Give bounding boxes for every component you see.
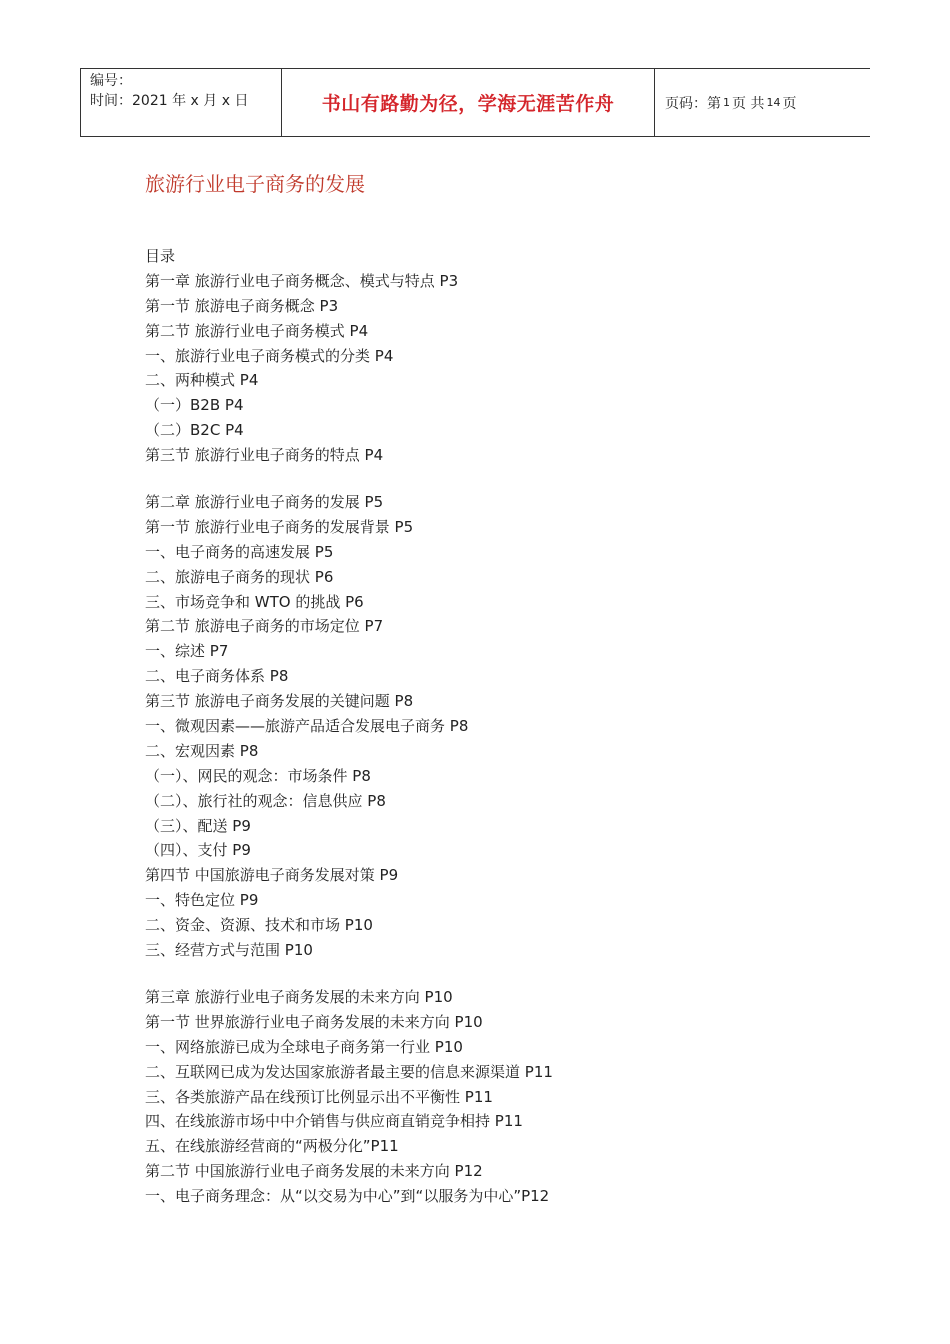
toc-line: （一）B2B P4 bbox=[145, 396, 244, 415]
page-current: 1 bbox=[723, 96, 730, 109]
toc-line: （二）B2C P4 bbox=[145, 421, 244, 440]
toc-line: 目录 bbox=[145, 247, 176, 265]
header-motto-cell bbox=[282, 69, 655, 136]
toc-line: 二、旅游电子商务的现状 P6 bbox=[145, 567, 334, 586]
toc-line: 一、旅游行业电子商务模式的分类 P4 bbox=[145, 346, 394, 365]
toc-line: 一、电子商务的高速发展 P5 bbox=[145, 542, 334, 561]
toc-line: 第一节 旅游行业电子商务的发展背景 P5 bbox=[145, 517, 414, 536]
toc-line: 第二节 旅游电子商务的市场定位 P7 bbox=[145, 617, 384, 636]
toc-line: 三、各类旅游产品在线预订比例显示出不平衡性 P11 bbox=[145, 1087, 493, 1106]
serial-label: 编号： bbox=[90, 73, 132, 89]
toc-line: 第四节 中国旅游电子商务发展对策 P9 bbox=[145, 866, 399, 885]
toc-line: 第三章 旅游行业电子商务发展的未来方向 P10 bbox=[145, 987, 453, 1006]
toc-line: 一、微观因素——旅游产品适合发展电子商务 P8 bbox=[145, 717, 469, 736]
toc-line: 三、经营方式与范围 P10 bbox=[145, 941, 313, 960]
motto: 书山有路勤为径，学海无涯苦作舟 bbox=[321, 93, 615, 115]
header-page-cell bbox=[655, 69, 870, 136]
toc-line: （一）、网民的观念：市场条件 P8 bbox=[145, 766, 371, 785]
toc-spacer bbox=[145, 468, 553, 490]
toc-spacer bbox=[145, 963, 553, 985]
toc-line: 四、在线旅游市场中中介销售与供应商直销竞争相持 P11 bbox=[145, 1112, 523, 1131]
toc-line: 一、综述 P7 bbox=[145, 642, 229, 661]
toc-line: 第二节 旅游行业电子商务模式 P4 bbox=[145, 321, 369, 340]
page-prefix: 页码：第 bbox=[665, 95, 721, 112]
toc-line: 二、电子商务体系 P8 bbox=[145, 667, 289, 686]
toc-line: 第一节 旅游电子商务概念 P3 bbox=[145, 296, 339, 315]
date-label: 时间：2021 年 x 月 x 日 bbox=[90, 93, 249, 109]
toc-line: 一、特色定位 P9 bbox=[145, 891, 259, 910]
toc-line: 二、宏观因素 P8 bbox=[145, 741, 259, 760]
toc-line: 第二章 旅游行业电子商务的发展 P5 bbox=[145, 493, 384, 512]
toc-line: 第一章 旅游行业电子商务概念、模式与特点 P3 bbox=[145, 271, 459, 290]
toc-line: 第三节 旅游电子商务发展的关键问题 P8 bbox=[145, 692, 414, 711]
toc-line: （三）、配送 P9 bbox=[145, 816, 251, 835]
page-middle: 页 共 bbox=[732, 95, 765, 112]
toc-line: 五、在线旅游经营商的“两极分化”P11 bbox=[145, 1137, 399, 1156]
toc-line: 二、资金、资源、技术和市场 P10 bbox=[145, 916, 373, 935]
header-info-cell bbox=[80, 69, 282, 136]
toc-line: （四）、支付 P9 bbox=[145, 841, 251, 860]
toc-line: 一、网络旅游已成为全球电子商务第一行业 P10 bbox=[145, 1037, 463, 1056]
toc-line: （二）、旅行社的观念：信息供应 P8 bbox=[145, 791, 386, 810]
toc-line: 第一节 世界旅游行业电子商务发展的未来方向 P10 bbox=[145, 1012, 483, 1031]
page-suffix: 页 bbox=[782, 95, 797, 112]
toc-line: 二、互联网已成为发达国家旅游者最主要的信息来源渠道 P11 bbox=[145, 1062, 553, 1081]
toc-line: 三、市场竞争和 WTO 的挑战 P6 bbox=[145, 592, 364, 611]
toc-line: 二、两种模式 P4 bbox=[145, 371, 259, 390]
document-title: 旅游行业电子商务的发展 bbox=[145, 172, 365, 196]
page-header bbox=[80, 68, 870, 137]
toc-line: 第三节 旅游行业电子商务的特点 P4 bbox=[145, 446, 384, 465]
toc-line: 一、电子商务理念：从“以交易为中心”到“以服务为中心”P12 bbox=[145, 1187, 550, 1206]
table-of-contents bbox=[145, 244, 553, 1209]
toc-line: 第二节 中国旅游行业电子商务发展的未来方向 P12 bbox=[145, 1162, 483, 1181]
page-total: 14 bbox=[766, 96, 781, 109]
